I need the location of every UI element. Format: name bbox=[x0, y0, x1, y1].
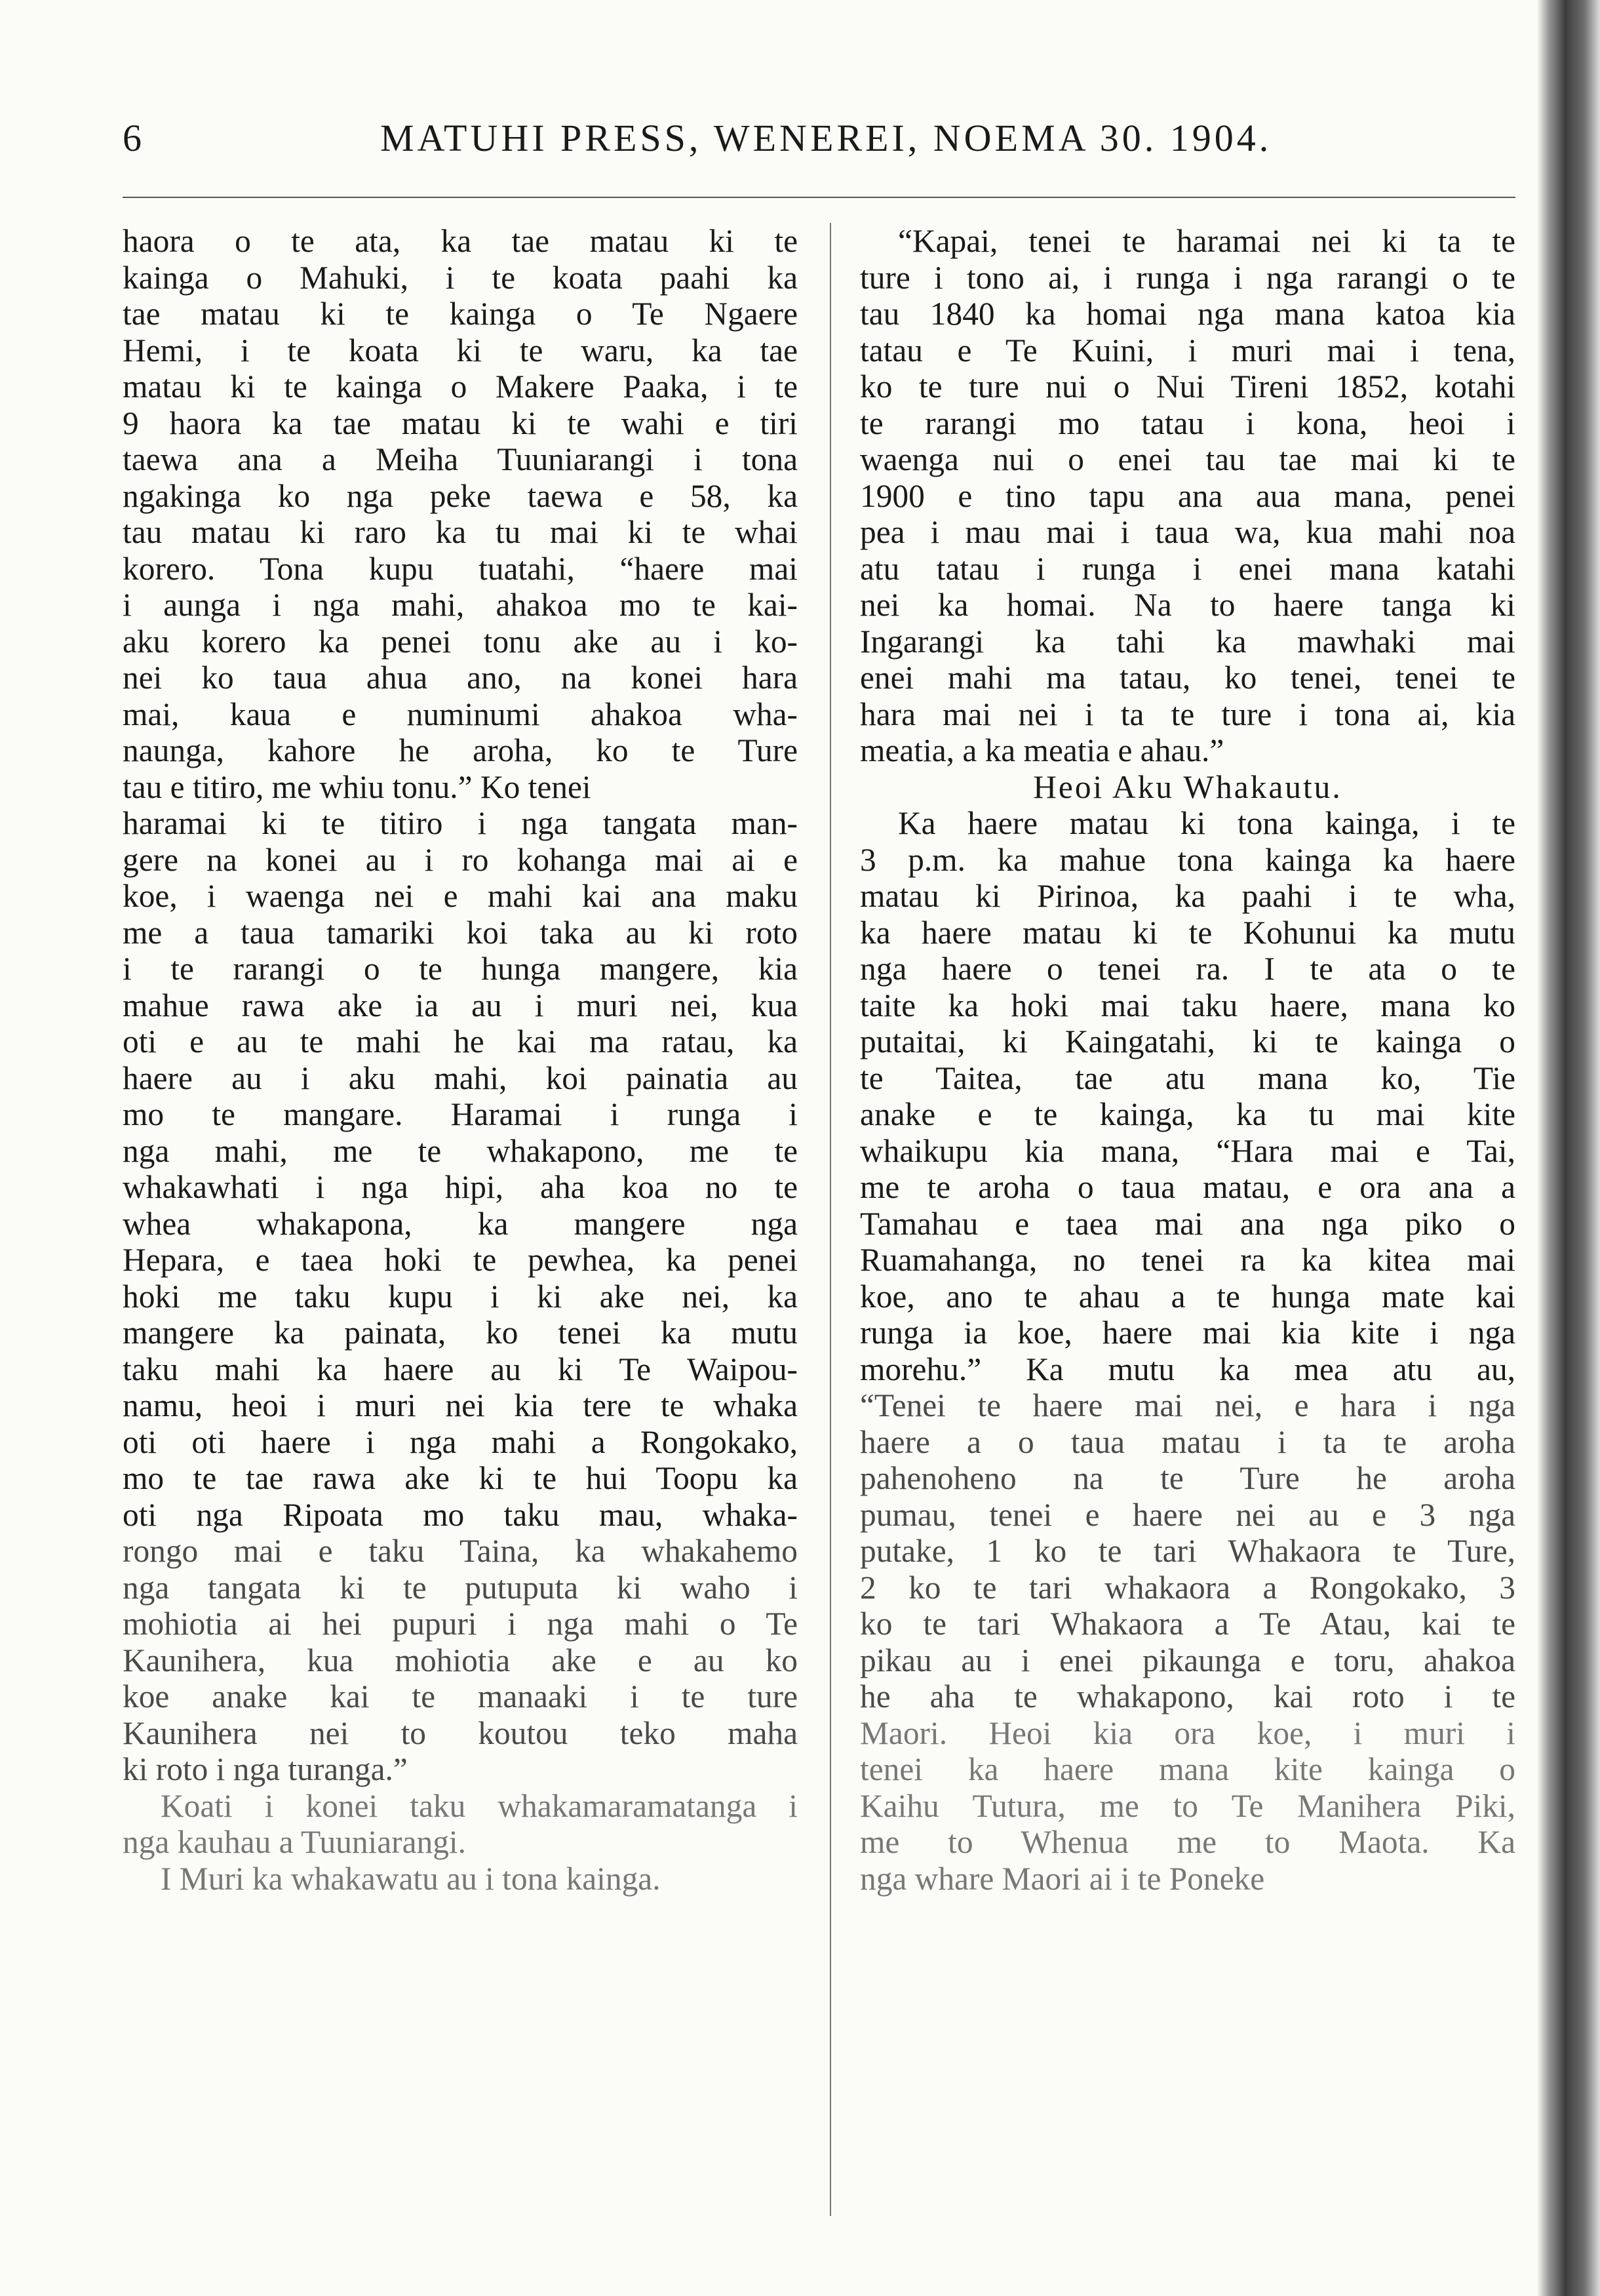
text-line: oti e au te mahi he kai ma ratau, ka bbox=[123, 1023, 798, 1059]
text-line: tatau e Te Kuini, i muri mai i tena, bbox=[860, 332, 1515, 368]
text-line: mo te mangare. Haramai i runga i bbox=[123, 1096, 798, 1132]
left-column bbox=[123, 223, 798, 1897]
text-line: pikau au i enei pikaunga e toru, ahakoa bbox=[860, 1642, 1515, 1678]
text-line: I Muri ka whakawatu au i tona kainga. bbox=[161, 1860, 661, 1897]
text-line: ka haere matau ki te Kohunui ka mutu bbox=[860, 914, 1515, 951]
text-line: haramai ki te titiro i nga tangata man- bbox=[123, 805, 798, 841]
text-line: Maori. Heoi kia ora koe, i muri i bbox=[860, 1714, 1515, 1751]
text-line: haora o te ata, ka tae matau ki te bbox=[123, 223, 798, 259]
text-line: waenga nui o enei tau tae mai ki te bbox=[860, 441, 1515, 477]
text-line: i te rarangi o te hunga mangere, kia bbox=[123, 951, 798, 987]
text-line: te rarangi mo tatau i kona, heoi i bbox=[860, 405, 1515, 441]
text-line: Koati i konei taku whakamaramatanga i bbox=[161, 1787, 798, 1824]
text-line: morehu.” Ka mutu ka mea atu au, bbox=[860, 1351, 1515, 1387]
text-line: anake e te kainga, ka tu mai kite bbox=[860, 1096, 1515, 1132]
text-line: he aha te whakapono, kai roto i te bbox=[860, 1678, 1515, 1714]
text-line: pea i mau mai i taua wa, kua mahi noa bbox=[860, 514, 1515, 550]
text-line: putaitai, ki Kaingatahi, ki te kainga o bbox=[860, 1023, 1515, 1059]
text-line: whea whakapona, ka mangere nga bbox=[123, 1205, 798, 1242]
text-line: tau e titiro, me whiu tonu.” Ko tenei bbox=[123, 768, 591, 805]
text-line: whaikupu kia mana, “Hara mai e Tai, bbox=[860, 1132, 1515, 1169]
text-line: nga tangata ki te putuputa ki waho i bbox=[123, 1569, 798, 1606]
text-line: koe, ano te ahau a te hunga mate kai bbox=[860, 1278, 1515, 1315]
text-line: nga haere o tenei ra. I te ata o te bbox=[860, 951, 1515, 987]
text-line: Ingarangi ka tahi ka mawhaki mai bbox=[860, 623, 1515, 660]
scan-edge-strip bbox=[1537, 0, 1600, 2296]
text-line: kainga o Mahuki, i te koata paahi ka bbox=[123, 259, 798, 296]
text-line: mangere ka painata, ko tenei ka mutu bbox=[123, 1315, 798, 1351]
text-line: nei ko taua ahua ano, na konei hara bbox=[123, 660, 798, 696]
text-line: Ka haere matau ki tona kainga, i te bbox=[898, 805, 1515, 841]
text-line: “Kapai, tenei te haramai nei ki ta te bbox=[898, 223, 1515, 259]
text-line: naunga, kahore he aroha, ko te Ture bbox=[123, 732, 798, 768]
text-line: te Taitea, tae atu mana ko, Tie bbox=[860, 1059, 1515, 1096]
text-line: “Tenei te haere mai nei, e hara i nga bbox=[860, 1387, 1515, 1423]
text-line: ture i tono ai, i runga i nga rarangi o te bbox=[860, 259, 1515, 296]
text-line: tau matau ki raro ka tu mai ki te whai bbox=[123, 514, 798, 550]
text-line: Hepara, e taea hoki te pewhea, ka penei bbox=[123, 1242, 798, 1278]
text-line: haere a o taua matau i ta te aroha bbox=[860, 1423, 1515, 1460]
text-line: ngakinga ko nga peke taewa e 58, ka bbox=[123, 477, 798, 514]
text-line: nga whare Maori ai i te Poneke bbox=[860, 1860, 1265, 1897]
text-line: me te aroha o taua matau, e ora ana a bbox=[860, 1169, 1515, 1205]
header-rule bbox=[123, 197, 1515, 198]
text-line: ki roto i nga turanga.” bbox=[123, 1751, 408, 1787]
text-line: mohiotia ai hei pupuri i nga mahi o Te bbox=[123, 1606, 798, 1642]
text-line: Heoi Aku Whakautu. bbox=[1033, 768, 1342, 805]
text-line: ko te ture nui o Nui Tireni 1852, kotahi bbox=[860, 368, 1515, 405]
text-line: pahenoheno na te Ture he aroha bbox=[860, 1460, 1515, 1496]
page-number: 6 bbox=[123, 117, 142, 159]
text-line: Ruamahanga, no tenei ra ka kitea mai bbox=[860, 1242, 1515, 1278]
text-line: hoki me taku kupu i ki ake nei, ka bbox=[123, 1278, 798, 1315]
text-line: taku mahi ka haere au ki Te Waipou- bbox=[123, 1351, 798, 1387]
text-line: nei ka homai. Na to haere tanga ki bbox=[860, 587, 1515, 623]
column-divider bbox=[830, 223, 831, 2216]
text-line: aku korero ka penei tonu ake au i ko- bbox=[123, 623, 798, 660]
text-line: whakawhati i nga hipi, aha koa no te bbox=[123, 1169, 798, 1205]
text-line: me to Whenua me to Maota. Ka bbox=[860, 1824, 1515, 1860]
text-line: koe, i waenga nei e mahi kai ana maku bbox=[123, 878, 798, 914]
text-line: Tamahau e taea mai ana nga piko o bbox=[860, 1205, 1515, 1242]
text-line: 2 ko te tari whakaora a Rongokako, 3 bbox=[860, 1569, 1515, 1606]
text-line: nga kauhau a Tuuniarangi. bbox=[123, 1824, 467, 1860]
text-line: nga mahi, me te whakapono, me te bbox=[123, 1132, 798, 1169]
text-line: tau 1840 ka homai nga mana katoa kia bbox=[860, 296, 1515, 332]
text-line: koe anake kai te manaaki i te ture bbox=[123, 1678, 798, 1714]
right-column bbox=[860, 223, 1515, 1897]
text-line: enei mahi ma tatau, ko tenei, tenei te bbox=[860, 660, 1515, 696]
text-line: mai, kaua e numinumi ahakoa wha- bbox=[123, 696, 798, 732]
text-line: taewa ana a Meiha Tuuniarangi i tona bbox=[123, 441, 798, 477]
text-line: oti nga Ripoata mo taku mau, whaka- bbox=[123, 1496, 798, 1533]
text-line: Kaihu Tutura, me to Te Manihera Piki, bbox=[860, 1787, 1515, 1824]
masthead: MATUHI PRESS, WENEREI, NOEMA 30. 1904. bbox=[380, 117, 1272, 159]
text-line: tenei ka haere mana kite kainga o bbox=[860, 1751, 1515, 1787]
text-line: ko te tari Whakaora a Te Atau, kai te bbox=[860, 1606, 1515, 1642]
text-line: mo te tae rawa ake ki te hui Toopu ka bbox=[123, 1460, 798, 1496]
text-line: mahue rawa ake ia au i muri nei, kua bbox=[123, 987, 798, 1023]
text-line: namu, heoi i muri nei kia tere te whaka bbox=[123, 1387, 798, 1423]
text-line: me a taua tamariki koi taka au ki roto bbox=[123, 914, 798, 951]
text-line: 9 haora ka tae matau ki te wahi e tiri bbox=[123, 405, 798, 441]
text-line: taite ka hoki mai taku haere, mana ko bbox=[860, 987, 1515, 1023]
text-line: 1900 e tino tapu ana aua mana, penei bbox=[860, 477, 1515, 514]
text-line: matau ki te kainga o Makere Paaka, i te bbox=[123, 368, 798, 405]
text-line: gere na konei au i ro kohanga mai ai e bbox=[123, 841, 798, 878]
text-line: pumau, tenei e haere nei au e 3 nga bbox=[860, 1496, 1515, 1533]
text-line: matau ki Pirinoa, ka paahi i te wha, bbox=[860, 878, 1515, 914]
text-line: korero. Tona kupu tuatahi, “haere mai bbox=[123, 550, 798, 587]
text-line: haere au i aku mahi, koi painatia au bbox=[123, 1059, 798, 1096]
text-line: oti oti haere i nga mahi a Rongokako, bbox=[123, 1423, 798, 1460]
text-line: Kaunihera, kua mohiotia ake e au ko bbox=[123, 1642, 798, 1678]
text-line: Kaunihera nei to koutou teko maha bbox=[123, 1714, 798, 1751]
text-line: meatia, a ka meatia e ahau.” bbox=[860, 732, 1224, 768]
text-line: tae matau ki te kainga o Te Ngaere bbox=[123, 296, 798, 332]
text-line: atu tatau i runga i enei mana katahi bbox=[860, 550, 1515, 587]
text-line: putake, 1 ko te tari Whakaora te Ture, bbox=[860, 1533, 1515, 1569]
text-line: 3 p.m. ka mahue tona kainga ka haere bbox=[860, 841, 1515, 878]
text-line: rongo mai e taku Taina, ka whakahemo bbox=[123, 1533, 798, 1569]
text-line: i aunga i nga mahi, ahakoa mo te kai- bbox=[123, 587, 798, 623]
text-line: runga ia koe, haere mai kia kite i nga bbox=[860, 1315, 1515, 1351]
text-line: hara mai nei i ta te ture i tona ai, kia bbox=[860, 696, 1515, 732]
text-line: Hemi, i te koata ki te waru, ka tae bbox=[123, 332, 798, 368]
